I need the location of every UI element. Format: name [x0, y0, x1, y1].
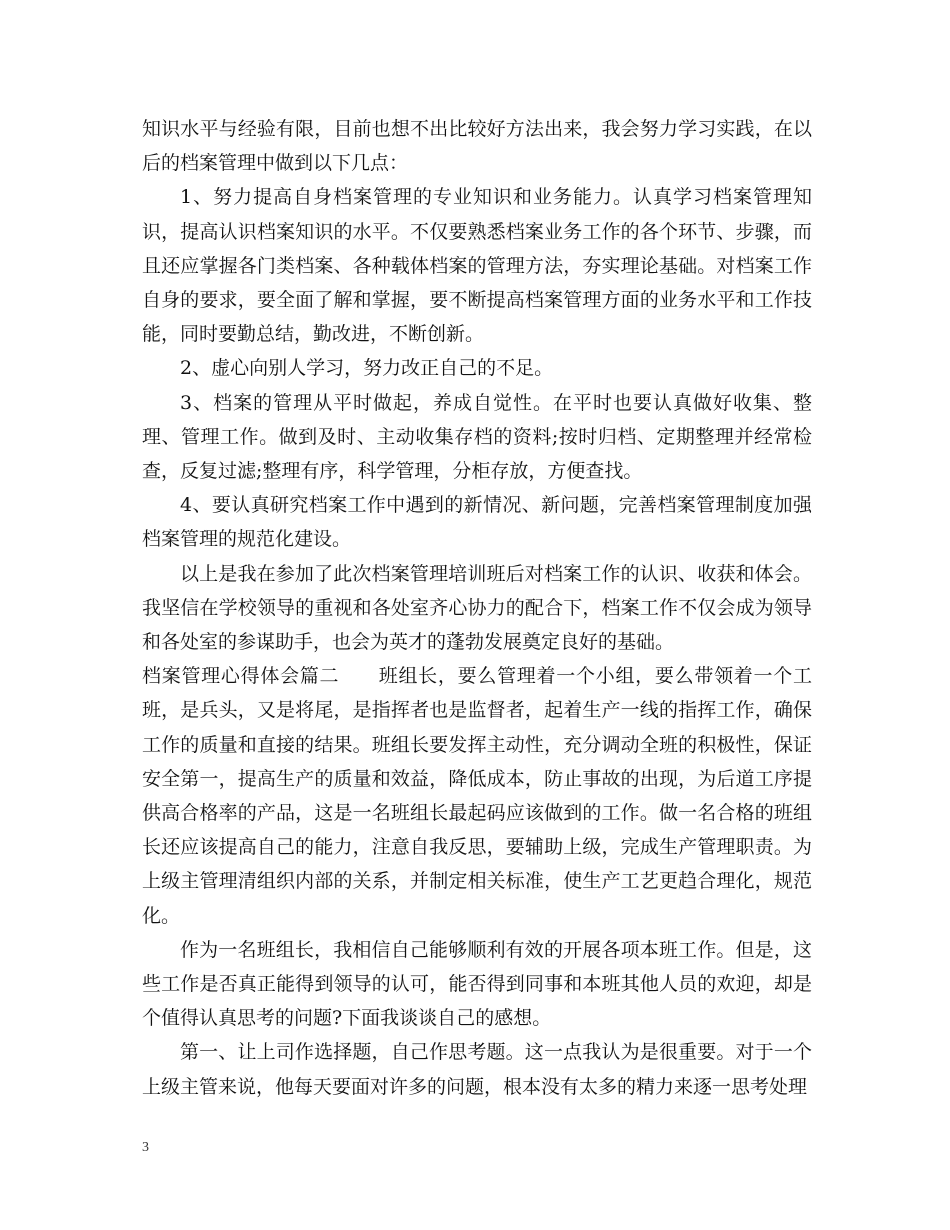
document-body	[142, 112, 812, 1104]
page-number: 3	[142, 1140, 149, 1155]
paragraph-9: 第一、让上司作选择题，自己作思考题。这一点我认为是很重要。对于一个上级主管来说，他每天要面对许多的问题，根本没有太多的精力来逐一思考处理	[142, 1041, 812, 1098]
paragraph-2: 1、努力提高自身档案管理的专业知识和业务能力。认真学习档案管理知识，提高认识档案知识的水平。不仅要熟悉档案业务工作的各个环节、步骤，而且还应掌握各门类档案、各种载体档案的管理方法，夯实理论基础。对档案工作自身的要求，要全面了解和掌握，要不断提高档案管理方面的业务水平和工作技能，同时要勤总结，勤改进，不断创新。	[142, 186, 812, 346]
paragraph-4: 3、档案的管理从平时做起，养成自觉性。在平时也要认真做好收集、整理、管理工作。做到及时、主动收集存档的资料;按时归档、定期整理并经常检查，反复过滤;整理有序，科学管理，分柜存放，方便查找。	[142, 391, 812, 483]
paragraph-8: 作为一名班组长，我相信自己能够顺利有效的开展各项本班工作。但是，这些工作是否真正能得到领导的认可，能否得到同事和本班其他人员的欢迎，却是个值得认真思考的问题?下面我谈谈自己的感想。	[142, 938, 812, 1030]
paragraph-3: 2、虚心向别人学习，努力改正自己的不足。	[180, 357, 554, 380]
paragraph-7-section-two: 档案管理心得体会篇二 班组长，要么管理着一个小组，要么带领着一个工班，是兵头，又是将尾，是指挥者也是监督者，起着生产一线的指挥工作，确保工作的质量和直接的结果。班组长要发挥主动性，充分调动全班的积极性，保证安全第一，提高生产的质量和效益，降低成本，防止事故的出现，为后道工序提供高合格率的产品，这是一名班组长最起码应该做到的工作。做一名合格的班组长还应该提高自己的能力，注意自我反思，要辅助上级，完成生产管理职责。为上级主管理清组织内部的关系，并制定相关标准，使生产工艺更趋合理化，规范化。	[142, 665, 812, 927]
paragraph-5: 4、要认真研究档案工作中遇到的新情况、新问题，完善档案管理制度加强档案管理的规范化建设。	[142, 494, 812, 551]
paragraph-1: 知识水平与经验有限，目前也想不出比较好方法出来，我会努力学习实践，在以后的档案管理中做到以下几点：	[142, 118, 812, 175]
paragraph-6: 以上是我在参加了此次档案管理培训班后对档案工作的认识、收获和体会。我坚信在学校领导的重视和各处室齐心协力的配合下，档案工作不仅会成为领导和各处室的参谋助手，也会为英才的蓬勃发展奠定良好的基础。	[142, 562, 812, 654]
